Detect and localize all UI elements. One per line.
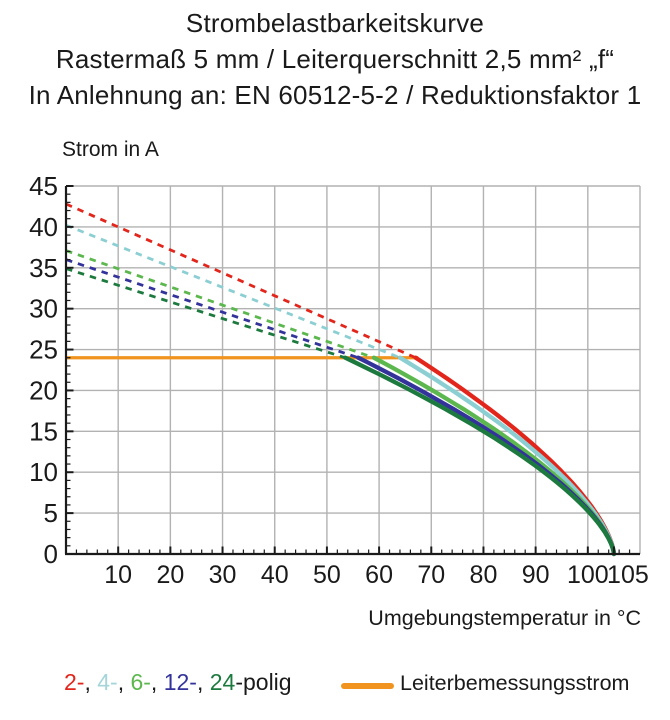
y-tick-label: 40 — [29, 211, 58, 242]
x-tick-label: 90 — [521, 561, 550, 589]
y-tick-label: 30 — [29, 293, 58, 324]
legend-pole-token: , — [84, 669, 98, 695]
x-tick-label: 50 — [313, 561, 341, 589]
legend-pole-token: 2- — [64, 669, 85, 695]
x-tick-label: 100 — [566, 561, 609, 589]
x-tick-label: 60 — [365, 561, 393, 589]
y-tick-label: 10 — [29, 457, 58, 488]
y-tick-label: 45 — [29, 171, 58, 201]
y-axis-title: Strom in A — [62, 138, 159, 161]
curve-solid-4-polig — [400, 358, 614, 554]
curve-solid-12-polig — [358, 358, 614, 554]
legend-reference-line-swatch — [341, 683, 394, 689]
x-tick-label: 40 — [260, 561, 289, 589]
curve-dashed-4-polig — [66, 225, 400, 357]
y-tick-label: 0 — [43, 539, 58, 569]
x-tick-label: 30 — [208, 561, 237, 589]
x-tick-label: 70 — [417, 561, 446, 589]
legend-pole-token: 4- — [97, 669, 118, 695]
x-tick-label: 105 — [607, 561, 649, 589]
y-tick-label: 25 — [29, 334, 58, 365]
chart-subtitle-spec: Rastermaß 5 mm / Leiterquerschnitt 2,5 mm² „f“ — [55, 44, 615, 74]
y-tick-labels — [29, 171, 58, 569]
legend-pole-token: , — [150, 669, 164, 695]
x-tick-label: 20 — [156, 561, 185, 589]
x-tick-label: 10 — [104, 561, 133, 589]
x-axis-title: Umgebungstemperatur in °C — [368, 606, 641, 630]
y-tick-label: 35 — [29, 252, 58, 283]
chart-title: Strombelastbarkeitskurve — [185, 8, 485, 38]
legend-pole-token: , — [117, 669, 131, 695]
x-tick-labels — [104, 561, 648, 589]
legend-pole-token: 12- — [163, 669, 197, 695]
legend-pole-token: -polig — [235, 669, 292, 695]
legend-pole-token: , — [196, 669, 210, 695]
curve-solid-6-polig — [374, 358, 614, 554]
curve-solid-24-polig — [345, 358, 614, 554]
y-tick-label: 15 — [29, 416, 58, 447]
y-tick-label: 20 — [29, 375, 58, 406]
x-tick-label: 80 — [469, 561, 498, 589]
legend-pole-token: 6- — [130, 669, 151, 695]
legend-pole-token: 24 — [209, 669, 236, 695]
chart-subtitle-standard: In Anlehnung an: EN 60512-5-2 / Reduktionsfaktor 1 — [28, 80, 642, 110]
curve-dashed-6-polig — [66, 251, 374, 358]
y-tick-label: 5 — [43, 498, 58, 529]
legend-series-poles — [64, 669, 292, 696]
legend-reference-label: Leiterbemessungsstrom — [400, 671, 630, 695]
derating-curves — [345, 358, 614, 554]
